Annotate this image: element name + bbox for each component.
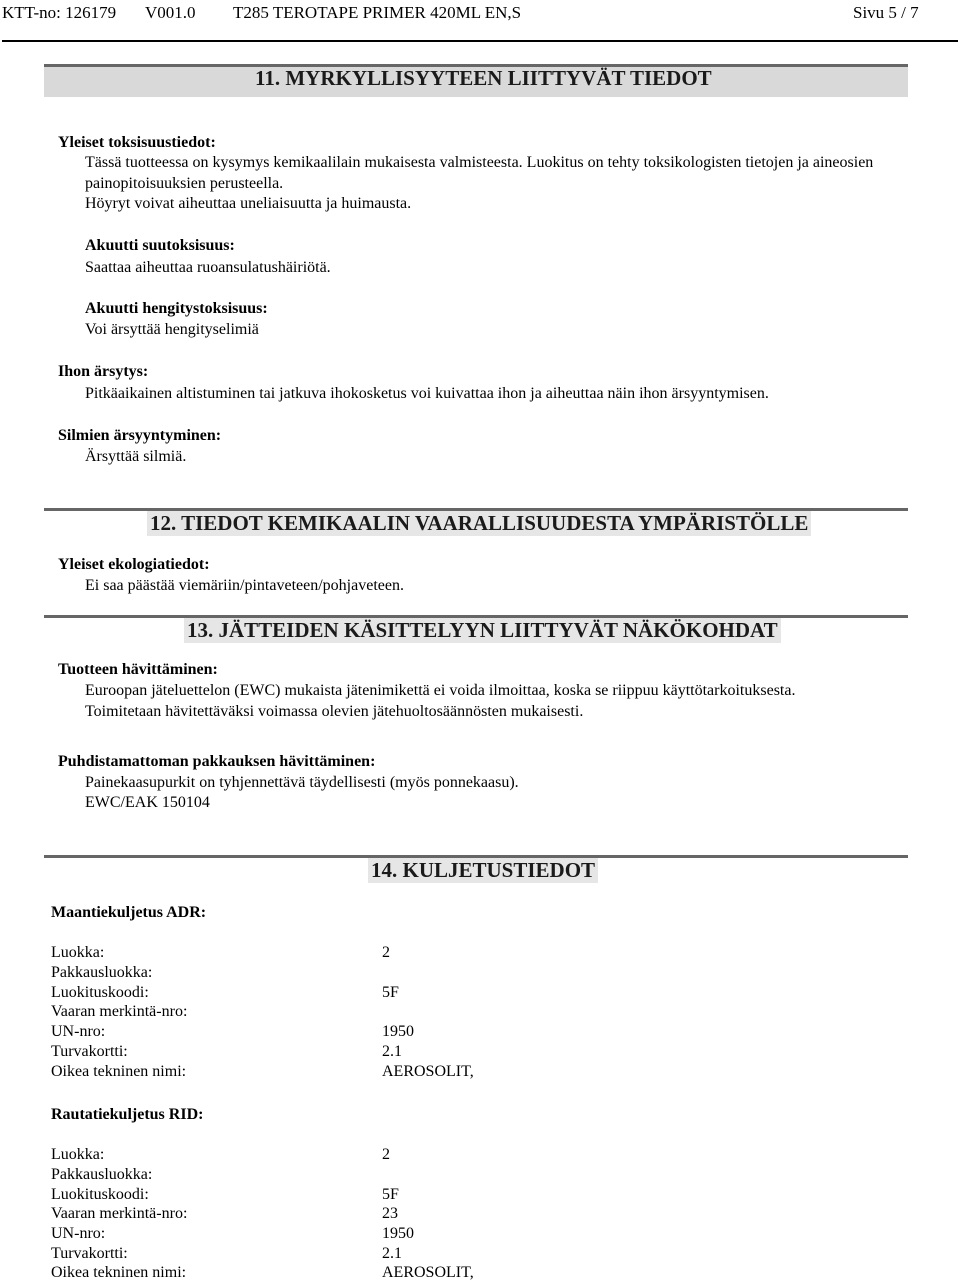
rid-key: Luokituskoodi: xyxy=(51,1186,149,1203)
rid-value: 1950 xyxy=(382,1225,414,1242)
adr-value: 1950 xyxy=(382,1023,414,1040)
ecology-text: Ei saa päästää viemäriin/pintaveteen/pohjaveteen. xyxy=(85,577,404,594)
rid-key: Pakkausluokka: xyxy=(51,1166,153,1183)
rid-value: 5F xyxy=(382,1186,399,1203)
rid-value: 23 xyxy=(382,1205,398,1222)
section-12-title: 12. TIEDOT KEMIKAALIN VAARALLISUUDESTA YMPÄRISTÖLLE xyxy=(147,511,811,536)
rid-label: Rautatiekuljetus RID: xyxy=(51,1106,204,1123)
acute-inhalation-text: Voi ärsyttää hengityselimiä xyxy=(85,321,259,338)
version: V001.0 xyxy=(145,3,196,22)
eye-irritation-label: Silmien ärsyyntyminen: xyxy=(58,427,222,444)
acute-inhalation-label: Akuutti hengitystoksisuus: xyxy=(85,300,268,317)
rid-value: 2.1 xyxy=(382,1245,402,1262)
rid-value: AEROSOLIT, xyxy=(382,1264,474,1281)
section-14-title: 14. KULJETUSTIEDOT xyxy=(368,858,598,883)
adr-value: 2 xyxy=(382,944,390,961)
acute-oral-label: Akuutti suutoksisuus: xyxy=(85,237,235,254)
adr-value: 2.1 xyxy=(382,1043,402,1060)
product-disposal-line: Euroopan jäteluettelon (EWC) mukaista jätenimikettä ei voida ilmoittaa, koska se riippuu käyttötarkoituksesta. xyxy=(85,682,796,699)
adr-key: Luokka: xyxy=(51,944,105,961)
adr-key: Vaaran merkintä-nro: xyxy=(51,1003,188,1020)
acute-oral-text: Saattaa aiheuttaa ruoansulatushäiriötä. xyxy=(85,259,331,276)
adr-key: Turvakortti: xyxy=(51,1043,128,1060)
skin-irritation-text: Pitkäaikainen altistuminen tai jatkuva ihokosketus voi kuivattaa ihon ja aiheuttaa näin ihon ärsyyntymisen. xyxy=(85,385,769,402)
adr-key: Oikea tekninen nimi: xyxy=(51,1063,187,1080)
adr-value: 5F xyxy=(382,984,399,1001)
adr-key: Luokituskoodi: xyxy=(51,984,149,1001)
rid-value: 2 xyxy=(382,1146,390,1163)
section-11-title: 11. MYRKYLLISYYTEEN LIITTYVÄT TIEDOT xyxy=(255,66,712,90)
general-toxicity-label: Yleiset toksisuustiedot: xyxy=(58,134,216,151)
general-toxicity-line: Höyryt voivat aiheuttaa uneliaisuutta ja huimausta. xyxy=(85,195,412,212)
section-13-title: 13. JÄTTEIDEN KÄSITTELYYN LIITTYVÄT NÄKÖKOHDAT xyxy=(184,618,781,643)
adr-key: UN-nro: xyxy=(51,1023,106,1040)
page-number: Sivu 5 / 7 xyxy=(853,3,919,22)
general-toxicity-line: painopitoisuuksien perusteella. xyxy=(85,175,284,192)
product-name: T285 TEROTAPE PRIMER 420ML EN,S xyxy=(233,3,522,22)
rid-key: UN-nro: xyxy=(51,1225,106,1242)
adr-label: Maantiekuljetus ADR: xyxy=(51,904,207,921)
packaging-disposal-line: EWC/EAK 150104 xyxy=(85,794,210,811)
header-rule xyxy=(2,40,958,42)
adr-key: Pakkausluokka: xyxy=(51,964,153,981)
skin-irritation-label: Ihon ärsytys: xyxy=(58,363,149,380)
rid-key: Vaaran merkintä-nro: xyxy=(51,1205,188,1222)
rid-key: Oikea tekninen nimi: xyxy=(51,1264,187,1281)
product-disposal-line: Toimitetaan hävitettäväksi voimassa olevien jätehuoltosäännösten mukaisesti. xyxy=(85,703,584,720)
packaging-disposal-label: Puhdistamattoman pakkauksen hävittäminen: xyxy=(58,753,376,770)
product-disposal-label: Tuotteen hävittäminen: xyxy=(58,661,218,678)
packaging-disposal-line: Painekaasupurkit on tyhjennettävä täydellisesti (myös ponnekaasu). xyxy=(85,774,519,791)
rid-key: Luokka: xyxy=(51,1146,105,1163)
ecology-label: Yleiset ekologiatiedot: xyxy=(58,556,210,573)
eye-irritation-text: Ärsyttää silmiä. xyxy=(85,448,187,465)
general-toxicity-line: Tässä tuotteessa on kysymys kemikaalilain mukaisesta valmisteesta. Luokitus on tehty toksikologisten tietojen ja aineosien xyxy=(85,154,874,171)
ktt-number: KTT-no: 126179 xyxy=(2,3,117,22)
adr-value: AEROSOLIT, xyxy=(382,1063,474,1080)
rid-key: Turvakortti: xyxy=(51,1245,128,1262)
